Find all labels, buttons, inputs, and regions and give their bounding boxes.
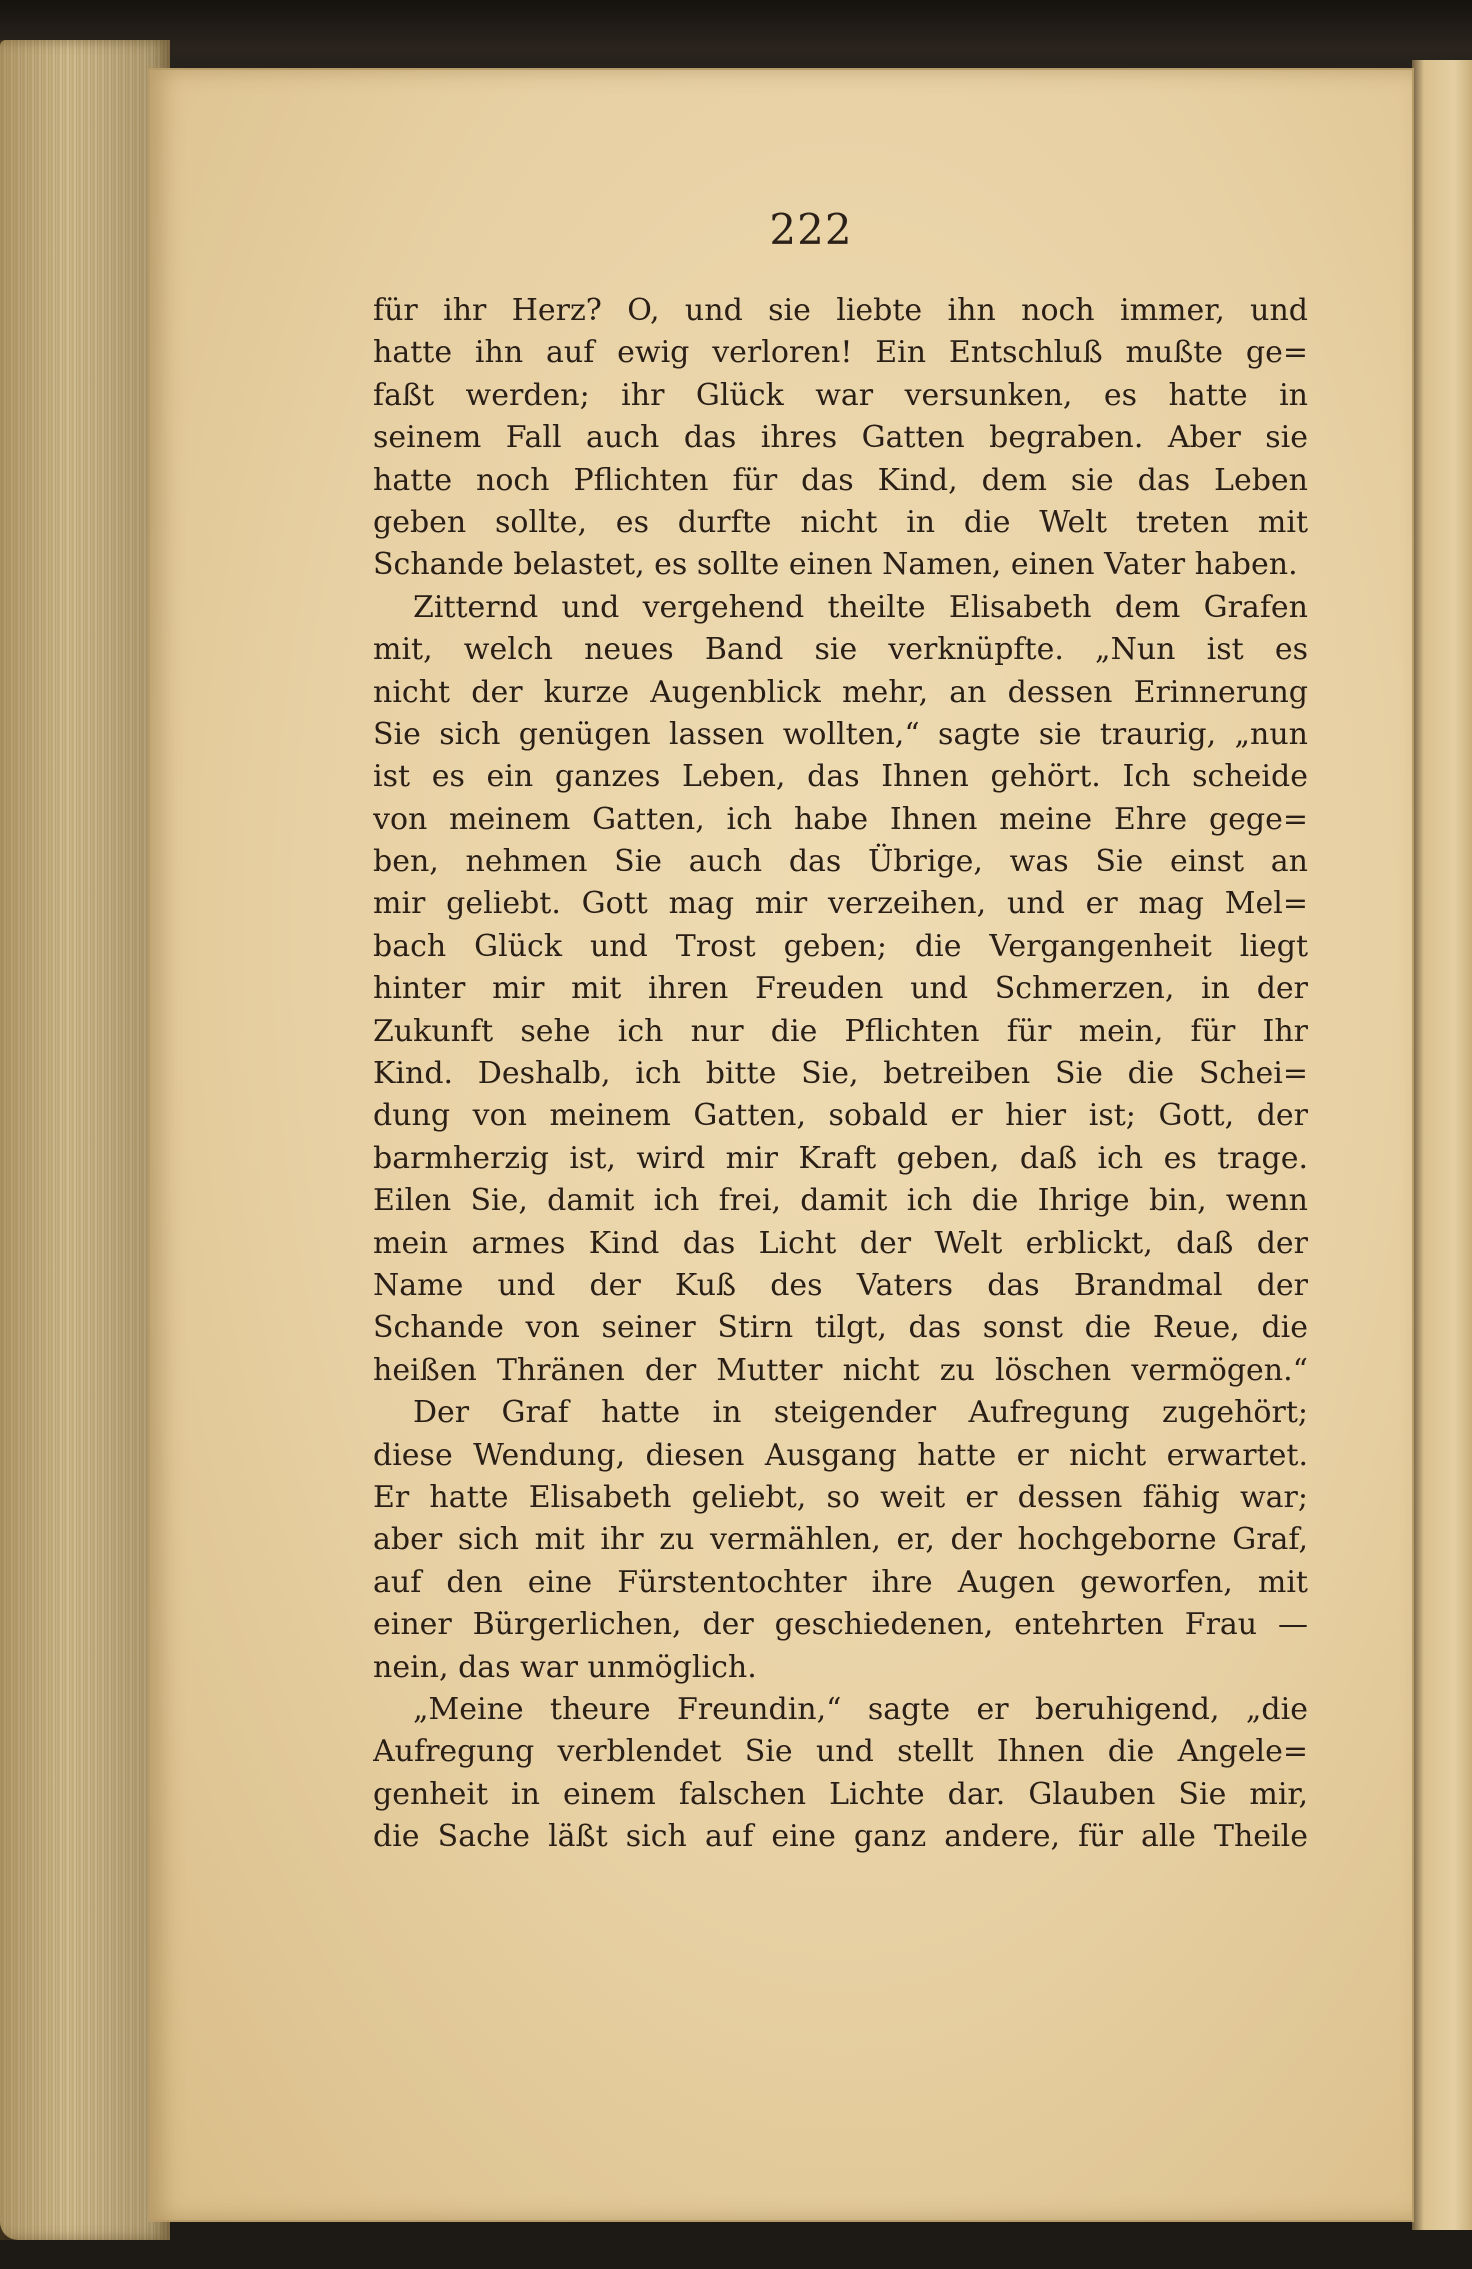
text-line: geben sollte, es durfte nicht in die Welt treten mit (373, 504, 1308, 540)
text-line: die Sache läßt sich auf eine ganz andere, für alle Theile (373, 1819, 1308, 1855)
text-line: für ihr Herz? O, und sie liebte ihn noch immer, und (373, 293, 1308, 328)
text-line: aber sich mit ihr zu vermählen, er, der hochgeborne Graf, (373, 1522, 1308, 1558)
text-line: von meinem Gatten, ich habe Ihnen meine Ehre gege= (373, 801, 1308, 837)
text-line: Eilen Sie, damit ich frei, damit ich die Ihrige bin, wenn (373, 1183, 1308, 1219)
text-line: Der Graf hatte in steigender Aufregung zugehört; (413, 1395, 1308, 1431)
text-line: Aufregung verblendet Sie und stellt Ihnen die Angele= (373, 1734, 1308, 1770)
text-line: barmherzig ist, wird mir Kraft geben, daß ich es trage. (373, 1140, 1308, 1176)
text-line: genheit in einem falschen Lichte dar. Glauben Sie mir, (373, 1776, 1308, 1812)
page-number: 222 (769, 205, 853, 254)
text-line: seinem Fall auch das ihres Gatten begraben. Aber sie (373, 420, 1308, 456)
background-shadow (0, 0, 1472, 70)
text-line: Kind. Deshalb, ich bitte Sie, betreiben Sie die Schei= (373, 1056, 1308, 1092)
text-line: Zukunft sehe ich nur die Pflichten für mein, für Ihr (373, 1013, 1308, 1049)
text-line: „Meine theure Freundin,“ sagte er beruhigend, „die (413, 1691, 1308, 1727)
text-line: mit, welch neues Band sie verknüpfte. „Nun ist es (373, 632, 1308, 668)
text-line: mein armes Kind das Licht der Welt erblickt, daß der (373, 1225, 1308, 1261)
text-line: nein, das war unmöglich. (373, 1649, 757, 1685)
page-edges-stack (0, 40, 170, 2240)
text-line: ben, nehmen Sie auch das Übrige, was Sie einst an (373, 844, 1308, 880)
text-line: faßt werden; ihr Glück war versunken, es hatte in (373, 377, 1308, 413)
text-line: hatte noch Pflichten für das Kind, dem sie das Leben (373, 462, 1308, 498)
facing-page-edge (1412, 60, 1472, 2230)
text-line: Name und der Kuß des Vaters das Brandmal der (373, 1267, 1308, 1303)
text-line: dung von meinem Gatten, sobald er hier ist; Gott, der (373, 1098, 1308, 1134)
text-line: Sie sich genügen lassen wollten,“ sagte sie traurig, „nun (373, 716, 1308, 752)
text-line: diese Wendung, diesen Ausgang hatte er nicht erwartet. (373, 1437, 1308, 1473)
text-line: bach Glück und Trost geben; die Vergangenheit liegt (373, 928, 1308, 964)
text-line: mir geliebt. Gott mag mir verzeihen, und er mag Mel= (373, 886, 1308, 922)
text-line: hatte ihn auf ewig verloren! Ein Entschluß mußte ge= (373, 335, 1308, 371)
text-line: Zitternd und vergehend theilte Elisabeth dem Grafen (413, 589, 1308, 625)
text-line: Schande von seiner Stirn tilgt, das sonst die Reue, die (373, 1310, 1308, 1346)
text-line: heißen Thränen der Mutter nicht zu löschen vermögen.“ (373, 1352, 1308, 1388)
text-line: einer Bürgerlichen, der geschiedenen, entehrten Frau — (373, 1607, 1308, 1643)
text-line: ist es ein ganzes Leben, das Ihnen gehört. Ich scheide (373, 759, 1308, 795)
text-line: nicht der kurze Augenblick mehr, an dessen Erinnerung (373, 674, 1308, 710)
text-line: Er hatte Elisabeth geliebt, so weit er dessen fähig war; (373, 1479, 1308, 1515)
text-line: hinter mir mit ihren Freuden und Schmerzen, in der (373, 971, 1308, 1007)
text-line: auf den eine Fürstentochter ihre Augen geworfen, mit (373, 1564, 1308, 1600)
text-line: Schande belastet, es sollte einen Namen, einen Vater haben. (373, 547, 1298, 583)
body-text (373, 290, 1308, 1858)
